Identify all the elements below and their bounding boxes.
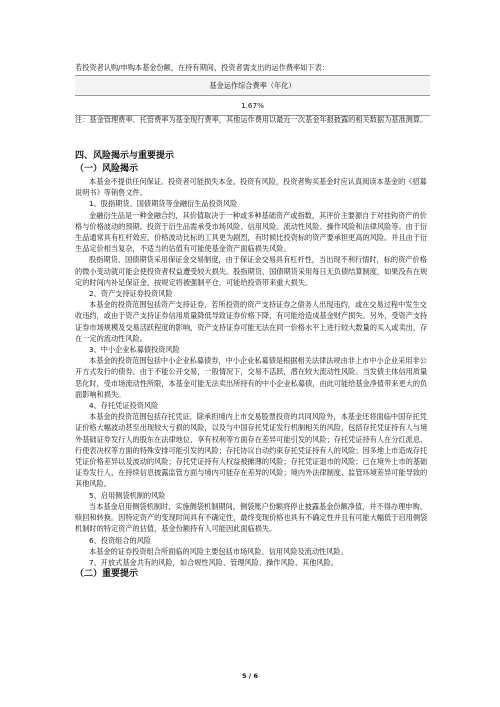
risk-item-heading: 7、开放式基金共有的风险，如合规性风险、管理风险、操作风险、其他风险。	[89, 557, 338, 567]
risk-item-heading: 6、投资组合的风险	[89, 535, 152, 545]
operating-cost-table	[75, 75, 430, 116]
risk-item-heading: 4、存托凭证投资风险	[89, 401, 159, 411]
risk-item-paragraph: 股指期货、国债期货采用保证金交易制度，由于保证金交易具有杠杆性，当出现不利行情时，标的资产价格的微小变动就可能会使投资者权益遭受较大损失。股指期货、国债期货采用每日无负债结算制度，如果没有在规定的时间内补足保证金，按规定将被强制平仓，可能给投资带来重大损失。	[75, 255, 428, 287]
risk-item-paragraph: 本基金的投资范围包括资产支持证券，若所投资的资产支持证券之债务人出现违约，或在交易过程中发生交收违约，或由于资产支持证券信用质量降低导致证券价格下降，有可能给造成基金财产损失。另外，受资产支持证券市场规模及交易活跃程度的影响，资产支持证券可能无法在同一价格水平上进行较大数量的买入或卖出，存在一定的流动性风险。	[75, 300, 428, 343]
risk-item-heading: 2、资产支持证券投资风险	[89, 289, 173, 299]
risk-intro-paragraph: 本基金不提供任何保证。投资者可能损失本金。投资有风险，投资者购买基金时应认真阅读本基金的《招募说明书》等销售文件。	[75, 177, 427, 198]
risk-item-heading: 3、中小企业私募债投资风险	[89, 345, 180, 355]
section-title: 四、风险揭示与重要提示	[75, 151, 175, 161]
fee-note: 注：基金管理费率、托管费率为基金现行费率，其他运作费用以最近一次基金年报披露的相关数据为基准测算。	[75, 115, 428, 124]
risk-item-paragraph: 金融衍生品是一种金融合约，其价值取决于一种或多种基础资产或指数，其评价主要源自于对挂钩资产的价格与价格波动的预期。投资于衍生品需承受市场风险、信用风险、流动性风险、操作风险和法律风险等。由于衍生品通常具有杠杆效应，价格波动比标的工具更为剧烈，有时候比投资标的资产要承担更高的风险。并且由于衍生品定价相当复杂，不适当的估值有可能使基金资产面临损失风险。	[75, 210, 428, 254]
risk-item-heading: 5、启用侧袋机制的风险	[89, 490, 166, 500]
important-notice-heading: （二）重要提示	[75, 569, 139, 580]
cost-table-value: 1.67%	[75, 96, 430, 116]
risk-section	[75, 150, 433, 581]
risk-item-paragraph: 当本基金启用侧袋机制时，实施侧袋机制期间，侧袋账户份额将停止披露基金份额净值，并不得办理申购、赎回和转换。因特定资产的变现时间具有不确定性，最终变现价格也具有不确定性并且有可能大幅低于启用侧袋机制时的特定资产的估值，基金份额持有人可能因此面临损失。	[75, 501, 428, 534]
risk-item-paragraph: 本基金的投资范围包括中小企业私募债券，中小企业私募债是根据相关法律法规由非上市中小企业采用非公开方式发行的债券。由于不能公开交易，一般情况下，交易不活跃，潜在较大流动性风险。当发债主体信用质量恶化时，受市场流动性所限，本基金可能无法卖出所持有的中小企业私募债，由此可能给基金净值带来更大的负面影响和损失。	[75, 356, 428, 399]
fee-intro-text: 若投资者认购/申购本基金份额，在持有期间，投资者需支出的运作费率如下表：	[75, 63, 329, 72]
risk-disclosure-heading: （一）风险揭示	[75, 164, 139, 174]
risk-item-paragraph: 本基金的投资范围包括存托凭证，除承担境内上市交易股票投资的共同风险外，本基金还将面临中国存托凭证价格大幅波动甚至出现较大亏损的风险，以及与中国存托凭证发行机制相关的风险，包括存托凭证持有人与境外基础证券发行人的股东在法律地位、享有权利等方面存在差异可能引发的风险；存托凭证持有人在分红派息、行使表决权等方面的特殊安排可能引发的风险；存托协议自动约束存托凭证持有人的风险；因多地上市造成存托凭证价格差异以及波动的风险；存托凭证持有人权益被摊薄的风险；存托凭证退市的风险；已在境外上市的基础证券发行人，在持续信息披露监管方面与境内可能存在差异的风险；境内外法律制度、监管环境差异可能导致的其他风险。	[75, 412, 428, 489]
risk-item-heading: 1、股指期货、国债期货等金融衍生品投资风险	[89, 199, 238, 209]
page-number: 5 / 6	[242, 672, 258, 680]
cost-table-header: 基金运作综合费率（年化）	[75, 76, 430, 96]
risk-item-paragraph: 本基金的证券投资组合所面临的风险主要包括市场风险、信用风险及流动性风险。	[89, 546, 348, 556]
